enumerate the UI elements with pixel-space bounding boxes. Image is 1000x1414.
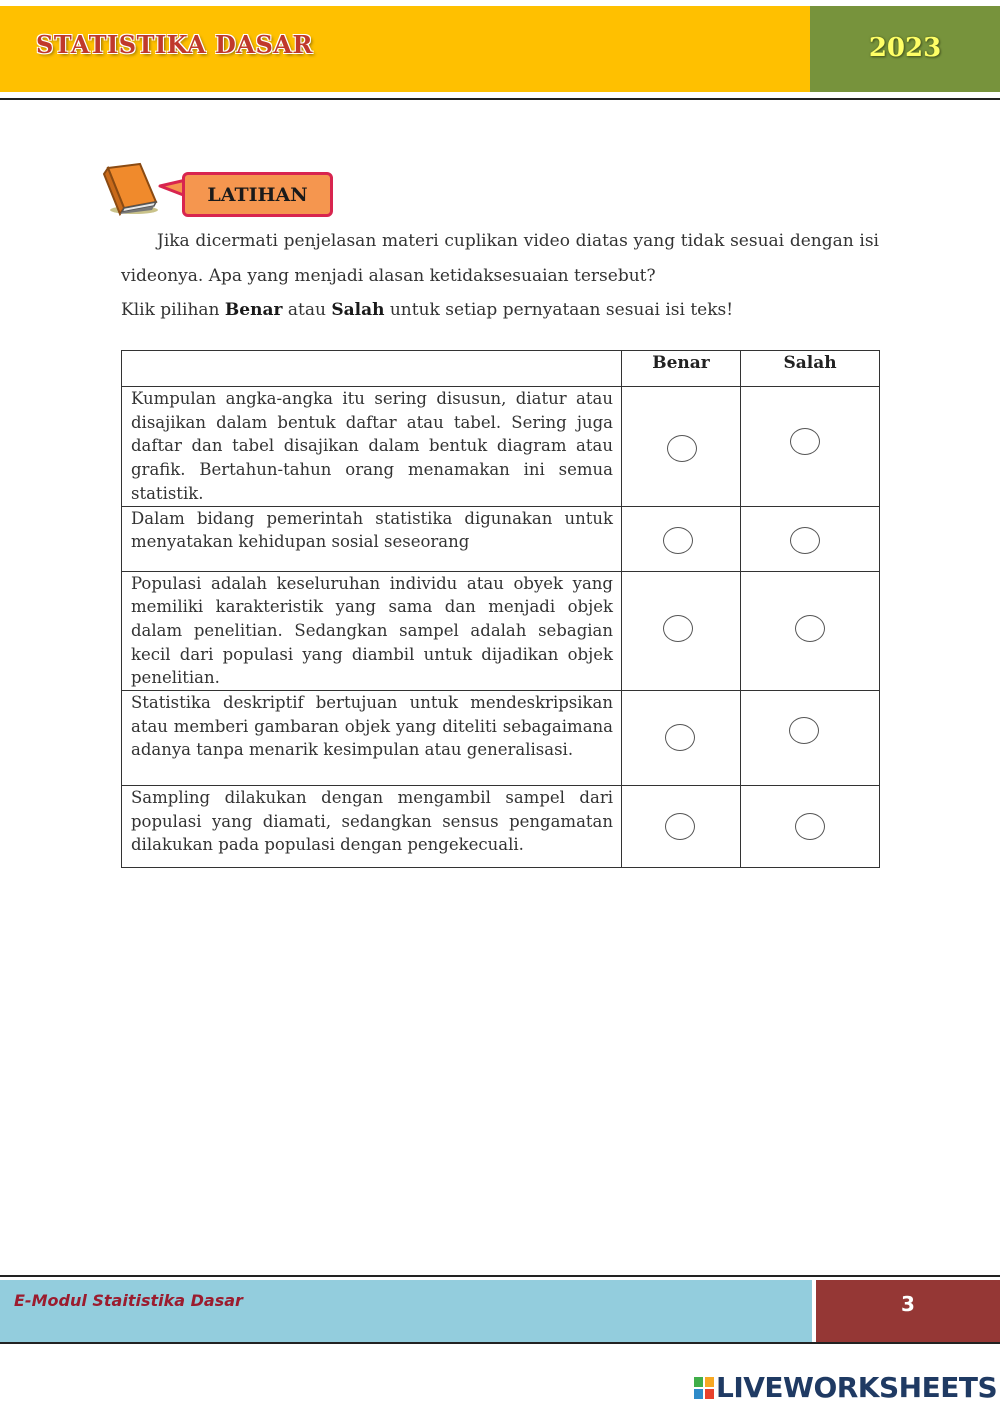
radio-benar-3[interactable] (663, 615, 693, 642)
intro-text: Jika dicermati penjelasan materi cuplikan video diatas yang tidak sesuai dengan isi videonya. Apa yang menjadi alasan ketidaksesuaian tersebut? (121, 231, 879, 286)
instruction-suffix: untuk setiap pernyataan sesuai isi teks! (384, 300, 734, 320)
radio-salah-5[interactable] (795, 813, 825, 840)
page-number: 3 (901, 1292, 915, 1316)
option-cell-salah (741, 506, 880, 571)
statement-4: Statistika deskriptif bertujuan untuk mendeskripsikan atau memberi gambaran objek yang diteliti sebagaimana adanya tanpa menarik kesimpulan atau generalisasi. (122, 691, 622, 786)
table-row (122, 786, 880, 868)
instruction-benar: Benar (224, 300, 283, 320)
radio-salah-3[interactable] (795, 615, 825, 642)
table-row (122, 571, 880, 691)
footer-divider-top (0, 1275, 1000, 1277)
table-row (122, 387, 880, 507)
option-cell-benar (622, 387, 741, 507)
radio-benar-5[interactable] (665, 813, 695, 840)
option-cell-benar (622, 506, 741, 571)
footer-divider-bottom (0, 1342, 1000, 1344)
option-cell-salah (741, 387, 880, 507)
radio-salah-4[interactable] (789, 717, 819, 744)
book-icon (100, 160, 162, 216)
table-header-row (122, 351, 880, 387)
table-row (122, 691, 880, 786)
option-cell-benar (622, 571, 741, 691)
footer-title: E-Modul Staitistika Dasar (14, 1291, 243, 1310)
option-cell-benar (622, 786, 741, 868)
liveworksheets-logo-icon (693, 1376, 715, 1400)
statement-5: Sampling dilakukan dengan mengambil sampel dari populasi yang diamati, sedangkan sensus pengamatan dilakukan pada populasi dengan pengekecuali. (122, 786, 622, 868)
option-cell-salah (741, 571, 880, 691)
quiz-table (121, 350, 880, 868)
radio-salah-2[interactable] (790, 527, 820, 554)
table-row (122, 506, 880, 571)
liveworksheets-wordmark: LIVEWORKSHEETS (716, 1371, 998, 1404)
footer-bar (0, 1280, 812, 1342)
instruction-prefix: Klik pilihan (121, 300, 225, 320)
header-statement (122, 351, 622, 387)
intro-paragraph (121, 224, 879, 294)
radio-benar-2[interactable] (663, 527, 693, 554)
radio-salah-1[interactable] (790, 428, 820, 455)
option-cell-benar (622, 691, 741, 786)
statement-3: Populasi adalah keseluruhan individu atau obyek yang memiliki karakteristik yang sama dan menjadi objek dalam penelitian. Sedangkan sampel adalah sebagian kecil dari populasi yang diambil untuk dijadikan objek penelitian. (122, 571, 622, 691)
module-year: 2023 (868, 33, 942, 63)
instruction-salah: Salah (331, 300, 385, 320)
radio-benar-4[interactable] (665, 724, 695, 751)
header-benar: Benar (622, 351, 741, 387)
radio-benar-1[interactable] (667, 435, 697, 462)
latihan-badge: LATIHAN (182, 172, 333, 217)
statement-1: Kumpulan angka-angka itu sering disusun, diatur atau disajikan dalam bentuk daftar atau tabel. Sering juga daftar dan tabel disajikan dalam bentuk diagram atau grafik. Bertahun-tahun orang menamakan ini semua statistik. (122, 387, 622, 507)
module-title: STATISTIKA DASAR (36, 30, 313, 59)
option-cell-salah (741, 691, 880, 786)
option-cell-salah (741, 786, 880, 868)
instruction-mid: atau (282, 300, 332, 320)
header-divider (0, 98, 1000, 100)
statement-2: Dalam bidang pemerintah statistika digunakan untuk menyatakan kehidupan sosial seseorang (122, 506, 622, 571)
instruction-text (121, 295, 879, 325)
header-salah: Salah (741, 351, 880, 387)
